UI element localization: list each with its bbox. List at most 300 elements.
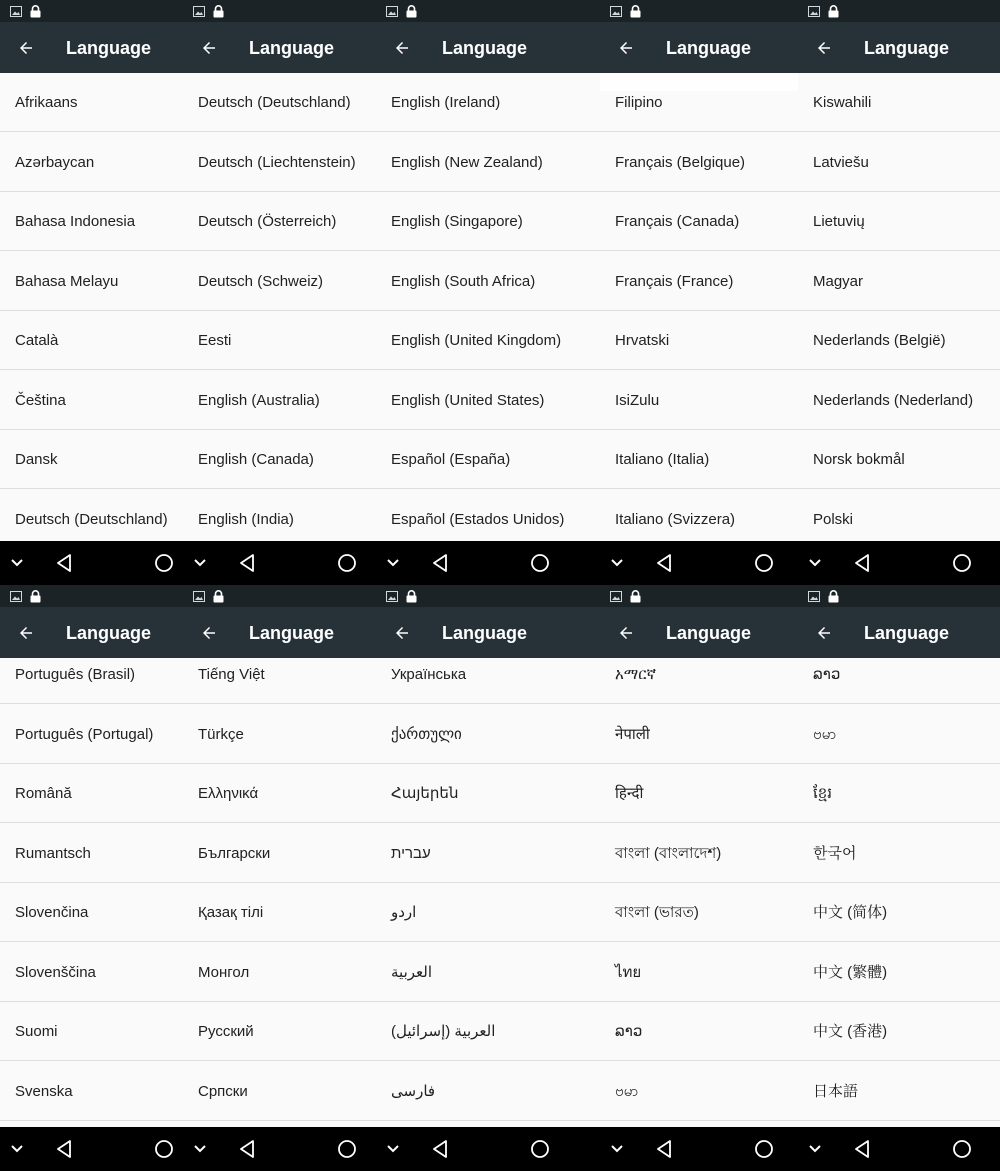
- language-list[interactable]: [183, 73, 376, 541]
- app-bar: [600, 22, 798, 73]
- language-label: English (India): [198, 510, 294, 528]
- chevron-down-icon: [10, 558, 24, 568]
- language-list-item[interactable]: [183, 73, 376, 132]
- lock-icon: [30, 5, 41, 18]
- language-label: Română: [15, 785, 72, 802]
- arrow-back-icon: [393, 39, 411, 57]
- language-list-item[interactable]: [183, 658, 376, 704]
- triangle-back-icon: [238, 1139, 256, 1159]
- back-button[interactable]: [189, 614, 229, 652]
- chevron-down-icon: [808, 1144, 822, 1154]
- arrow-back-icon: [17, 624, 35, 642]
- language-list-item[interactable]: [798, 490, 1000, 542]
- language-label: Čeština: [15, 391, 66, 409]
- language-label: Français (Canada): [615, 213, 740, 230]
- language-list-item[interactable]: [0, 252, 183, 311]
- page-title: Language: [442, 623, 528, 643]
- back-button[interactable]: [6, 29, 46, 67]
- picture-icon: [610, 591, 622, 602]
- language-list-item[interactable]: [600, 764, 798, 823]
- language-list-item[interactable]: [600, 430, 798, 489]
- chevron-down-icon: [808, 558, 822, 568]
- language-list-item[interactable]: [376, 883, 600, 942]
- language-label: Български: [198, 844, 271, 862]
- triangle-back-icon: [431, 1139, 449, 1159]
- circle-home-icon: [530, 553, 550, 573]
- nav-home-button[interactable]: [335, 1127, 359, 1171]
- hide-keyboard-button[interactable]: [803, 541, 827, 585]
- language-list-item[interactable]: [0, 1062, 183, 1121]
- arrow-back-icon: [815, 39, 833, 57]
- chevron-down-icon: [386, 558, 400, 568]
- language-list-item[interactable]: [600, 252, 798, 311]
- language-list-item[interactable]: [376, 943, 600, 1002]
- hide-keyboard-button[interactable]: [381, 1127, 405, 1171]
- language-label: Eesti: [198, 332, 232, 349]
- nav-back-button[interactable]: [652, 1127, 676, 1171]
- language-label: Монгол: [198, 963, 250, 981]
- hide-keyboard-button[interactable]: [605, 541, 629, 585]
- language-list-item[interactable]: [376, 705, 600, 764]
- navigation-bar: [183, 541, 376, 585]
- chevron-down-icon: [610, 558, 624, 568]
- language-list-item[interactable]: [798, 371, 1000, 430]
- arrow-back-icon: [815, 624, 833, 642]
- language-label: Deutsch (Liechtenstein): [198, 153, 356, 171]
- language-list[interactable]: [600, 658, 798, 1127]
- language-label: Norsk bokmål: [813, 451, 905, 468]
- language-label: 中文 (香港): [813, 1023, 888, 1040]
- language-label: Polski: [813, 510, 854, 528]
- lock-icon: [630, 5, 641, 18]
- language-list-item[interactable]: [183, 252, 376, 311]
- language-label: English (United Kingdom): [391, 332, 562, 349]
- language-list-item[interactable]: [798, 1062, 1000, 1121]
- language-list-item[interactable]: [376, 73, 600, 132]
- language-label: ລາວ: [813, 666, 841, 683]
- language-list-item[interactable]: [600, 658, 798, 704]
- language-label: नेपाली: [615, 725, 650, 743]
- language-list-item[interactable]: [376, 252, 600, 311]
- status-bar: [0, 585, 183, 607]
- language-label: Italiano (Svizzera): [615, 510, 736, 528]
- language-list-item[interactable]: [0, 430, 183, 489]
- back-button[interactable]: [189, 29, 229, 67]
- language-list-item[interactable]: [376, 824, 600, 883]
- language-list-item[interactable]: [0, 824, 183, 883]
- language-screen-10: [798, 585, 1000, 1171]
- nav-home-button[interactable]: [335, 541, 359, 585]
- status-bar: [798, 585, 1000, 607]
- nav-back-button[interactable]: [52, 541, 76, 585]
- language-label: Bahasa Indonesia: [15, 213, 136, 230]
- language-label: English (United States): [391, 391, 545, 409]
- language-label: עברית: [391, 844, 431, 862]
- navigation-bar: [376, 541, 600, 585]
- language-list-item[interactable]: [183, 133, 376, 192]
- nav-home-button[interactable]: [528, 1127, 552, 1171]
- language-label: Українська: [391, 666, 467, 683]
- circle-home-icon: [754, 553, 774, 573]
- language-list-item[interactable]: [183, 311, 376, 370]
- language-label: Español (España): [391, 451, 511, 468]
- language-label: Español (Estados Unidos): [391, 510, 565, 528]
- hide-keyboard-button[interactable]: [5, 1127, 29, 1171]
- nav-home-button[interactable]: [950, 541, 974, 585]
- language-list-item[interactable]: [376, 430, 600, 489]
- back-button[interactable]: [382, 29, 422, 67]
- arrow-back-icon: [200, 39, 218, 57]
- picture-icon: [808, 6, 820, 17]
- language-list-item[interactable]: [0, 1002, 183, 1061]
- language-list-item[interactable]: [600, 490, 798, 542]
- language-list-item[interactable]: [600, 371, 798, 430]
- nav-back-button[interactable]: [52, 1127, 76, 1171]
- language-list-item[interactable]: [0, 311, 183, 370]
- language-label: Bahasa Melayu: [15, 272, 119, 290]
- language-label: English (New Zealand): [391, 153, 543, 171]
- language-label: Русский: [198, 1023, 254, 1040]
- language-list-item[interactable]: [376, 192, 600, 251]
- picture-icon: [193, 6, 205, 17]
- back-button[interactable]: [606, 29, 646, 67]
- language-label: Français (Belgique): [615, 153, 746, 171]
- language-list-item[interactable]: [183, 430, 376, 489]
- language-label: Deutsch (Deutschland): [198, 94, 351, 111]
- page-title: Language: [66, 38, 152, 58]
- app-bar: [183, 22, 376, 73]
- chevron-down-icon: [610, 1144, 624, 1154]
- lock-icon: [630, 590, 641, 603]
- language-list-item[interactable]: [600, 192, 798, 251]
- language-list-item[interactable]: [376, 1062, 600, 1121]
- language-list[interactable]: [376, 73, 600, 541]
- hide-keyboard-button[interactable]: [5, 541, 29, 585]
- triangle-back-icon: [431, 553, 449, 573]
- language-label: বাংলা (ভারত): [615, 904, 699, 921]
- app-bar: [376, 607, 600, 658]
- navigation-bar: [0, 541, 183, 585]
- language-list-item[interactable]: [0, 658, 183, 704]
- status-bar: [600, 585, 798, 607]
- language-list[interactable]: [798, 658, 1000, 1127]
- page-title: Language: [249, 38, 335, 58]
- nav-back-button[interactable]: [850, 1127, 874, 1171]
- language-label: Hrvatski: [615, 332, 670, 349]
- nav-home-button[interactable]: [950, 1127, 974, 1171]
- language-label: Հայերեն: [391, 785, 459, 802]
- language-list[interactable]: [798, 73, 1000, 541]
- language-list-item[interactable]: [600, 883, 798, 942]
- circle-home-icon: [754, 1139, 774, 1159]
- circle-home-icon: [154, 553, 174, 573]
- arrow-back-icon: [617, 624, 635, 642]
- language-label: Nederlands (België): [813, 332, 946, 349]
- page-title: Language: [66, 623, 152, 643]
- language-list-item[interactable]: [0, 764, 183, 823]
- language-list-item[interactable]: [0, 192, 183, 251]
- language-label: Azərbaycan: [15, 153, 95, 171]
- language-list-item[interactable]: [0, 943, 183, 1002]
- language-label: العربية: [391, 963, 432, 981]
- nav-back-button[interactable]: [850, 541, 874, 585]
- navigation-bar: [376, 1127, 600, 1171]
- language-label: Afrikaans: [15, 94, 78, 111]
- language-label: Latviešu: [813, 153, 869, 171]
- nav-home-button[interactable]: [152, 541, 176, 585]
- language-label: Suomi: [15, 1023, 58, 1040]
- circle-home-icon: [337, 553, 357, 573]
- lock-icon: [828, 590, 839, 603]
- language-label: Slovenščina: [15, 963, 96, 981]
- language-list-item[interactable]: [183, 943, 376, 1002]
- back-button[interactable]: [804, 29, 844, 67]
- language-label: Filipino: [615, 94, 663, 111]
- triangle-back-icon: [655, 1139, 673, 1159]
- triangle-back-icon: [55, 1139, 73, 1159]
- page-title: Language: [666, 623, 752, 643]
- app-bar: [798, 607, 1000, 658]
- lock-icon: [213, 590, 224, 603]
- language-label: ဗမာ: [615, 1082, 639, 1100]
- language-screen-9: [600, 585, 798, 1171]
- language-list-item[interactable]: [183, 824, 376, 883]
- language-label: Svenska: [15, 1082, 73, 1100]
- language-label: English (South Africa): [391, 272, 536, 290]
- language-list-item[interactable]: [376, 133, 600, 192]
- page-title: Language: [249, 623, 335, 643]
- navigation-bar: [183, 1127, 376, 1171]
- language-label: Português (Portugal): [15, 725, 154, 743]
- lock-icon: [406, 590, 417, 603]
- app-bar: [183, 607, 376, 658]
- back-button[interactable]: [6, 614, 46, 652]
- page-title: Language: [666, 38, 752, 58]
- circle-home-icon: [154, 1139, 174, 1159]
- language-label: ខ្មែរ: [813, 785, 833, 802]
- status-bar: [183, 585, 376, 607]
- language-label: English (Australia): [198, 391, 320, 409]
- app-bar: [798, 22, 1000, 73]
- language-list-item[interactable]: [0, 133, 183, 192]
- chevron-down-icon: [193, 1144, 207, 1154]
- nav-home-button[interactable]: [752, 1127, 776, 1171]
- picture-icon: [386, 591, 398, 602]
- language-screen-2: [183, 0, 376, 585]
- hide-keyboard-button[interactable]: [381, 541, 405, 585]
- nav-back-button[interactable]: [428, 541, 452, 585]
- language-screen-5: [798, 0, 1000, 585]
- language-list-item[interactable]: [183, 192, 376, 251]
- language-list[interactable]: [183, 658, 376, 1127]
- language-screen-4: [600, 0, 798, 585]
- language-label: Lietuvių: [813, 213, 865, 230]
- language-label: Türkçe: [198, 725, 244, 743]
- language-list-item[interactable]: [798, 192, 1000, 251]
- navigation-bar: [798, 1127, 1000, 1171]
- language-label: ဗမာ: [813, 725, 837, 743]
- nav-home-button[interactable]: [528, 541, 552, 585]
- language-label: Deutsch (Schweiz): [198, 272, 324, 290]
- language-screen-6: [0, 585, 183, 1171]
- circle-home-icon: [337, 1139, 357, 1159]
- language-label: فارسی: [391, 1082, 436, 1100]
- nav-back-button[interactable]: [428, 1127, 452, 1171]
- language-list[interactable]: [0, 73, 183, 541]
- lock-icon: [406, 5, 417, 18]
- language-list-item[interactable]: [183, 764, 376, 823]
- nav-home-button[interactable]: [152, 1127, 176, 1171]
- navigation-bar: [600, 1127, 798, 1171]
- language-list-item[interactable]: [183, 883, 376, 942]
- status-bar: [798, 0, 1000, 22]
- language-label: Српски: [198, 1082, 248, 1100]
- language-list-item[interactable]: [0, 73, 183, 132]
- lock-icon: [828, 5, 839, 18]
- language-list-item[interactable]: [798, 824, 1000, 883]
- page-title: Language: [864, 623, 950, 643]
- language-list-item[interactable]: [600, 824, 798, 883]
- language-label: 中文 (繁體): [813, 963, 888, 981]
- triangle-back-icon: [238, 553, 256, 573]
- lock-icon: [30, 590, 41, 603]
- nav-home-button[interactable]: [752, 541, 776, 585]
- language-list-item[interactable]: [798, 430, 1000, 489]
- triangle-back-icon: [655, 553, 673, 573]
- language-list-item[interactable]: [0, 883, 183, 942]
- language-list-item[interactable]: [600, 311, 798, 370]
- page-title: Language: [442, 38, 528, 58]
- language-list-item[interactable]: [376, 371, 600, 430]
- page-title: Language: [864, 38, 950, 58]
- status-bar: [0, 0, 183, 22]
- language-label: ລາວ: [615, 1023, 643, 1040]
- language-screen-8: [376, 585, 600, 1171]
- language-list-item[interactable]: [600, 1002, 798, 1061]
- back-button[interactable]: [606, 614, 646, 652]
- language-list-item[interactable]: [183, 1002, 376, 1061]
- picture-icon: [808, 591, 820, 602]
- language-label: ไทย: [615, 963, 642, 981]
- language-list-item[interactable]: [183, 1062, 376, 1121]
- language-list-item[interactable]: [376, 490, 600, 542]
- language-label: বাংলা (বাংলাদেশ): [615, 844, 722, 862]
- language-label: Tiếng Việt: [198, 666, 265, 683]
- language-list-item[interactable]: [798, 311, 1000, 370]
- language-list-item[interactable]: [798, 705, 1000, 764]
- language-label: Deutsch (Deutschland): [15, 510, 168, 528]
- navigation-bar: [0, 1127, 183, 1171]
- app-bar: [0, 22, 183, 73]
- language-list-item[interactable]: [376, 311, 600, 370]
- picture-icon: [610, 6, 622, 17]
- language-list-item[interactable]: [0, 705, 183, 764]
- hide-keyboard-button[interactable]: [188, 541, 212, 585]
- language-label: አማርኛ: [615, 666, 657, 683]
- circle-home-icon: [530, 1139, 550, 1159]
- hide-keyboard-button[interactable]: [605, 1127, 629, 1171]
- language-label: IsiZulu: [615, 391, 660, 409]
- language-list-item[interactable]: [600, 705, 798, 764]
- picture-icon: [10, 6, 22, 17]
- language-list-item[interactable]: [600, 133, 798, 192]
- chevron-down-icon: [10, 1144, 24, 1154]
- language-label: 日本語: [813, 1082, 859, 1100]
- language-label: English (Singapore): [391, 213, 523, 230]
- language-label: हिन्दी: [615, 785, 644, 802]
- status-bar: [183, 0, 376, 22]
- language-list[interactable]: [376, 658, 600, 1127]
- language-label: Italiano (Italia): [615, 451, 710, 468]
- hide-keyboard-button[interactable]: [803, 1127, 827, 1171]
- nav-back-button[interactable]: [652, 541, 676, 585]
- circle-home-icon: [952, 553, 972, 573]
- language-list-item[interactable]: [183, 490, 376, 542]
- chevron-down-icon: [193, 558, 207, 568]
- back-button[interactable]: [382, 614, 422, 652]
- language-list[interactable]: [600, 73, 798, 541]
- picture-icon: [193, 591, 205, 602]
- language-label: Magyar: [813, 272, 864, 290]
- language-label: Қазақ тілі: [198, 904, 264, 921]
- language-list-item[interactable]: [0, 371, 183, 430]
- triangle-back-icon: [853, 1139, 871, 1159]
- nav-back-button[interactable]: [235, 541, 259, 585]
- language-list-item[interactable]: [798, 764, 1000, 823]
- chevron-down-icon: [386, 1144, 400, 1154]
- language-list-item[interactable]: [183, 705, 376, 764]
- language-label: Deutsch (Österreich): [198, 213, 337, 230]
- language-list[interactable]: [0, 658, 183, 1127]
- app-bar: [600, 607, 798, 658]
- navigation-bar: [798, 541, 1000, 585]
- language-label: 한국어: [813, 844, 857, 862]
- back-button[interactable]: [804, 614, 844, 652]
- language-label: English (Canada): [198, 451, 314, 468]
- language-list-item[interactable]: [798, 883, 1000, 942]
- language-list-item[interactable]: [798, 658, 1000, 704]
- language-list-item[interactable]: [183, 371, 376, 430]
- language-list-item[interactable]: [376, 658, 600, 704]
- status-bar: [376, 0, 600, 22]
- language-list-item[interactable]: [600, 943, 798, 1002]
- language-list-item[interactable]: [600, 1062, 798, 1121]
- app-bar: [0, 607, 183, 658]
- language-label: Português (Brasil): [15, 666, 136, 683]
- language-screen-1: [0, 0, 183, 585]
- language-list-item[interactable]: [798, 1002, 1000, 1061]
- language-list-item[interactable]: [376, 1002, 600, 1061]
- language-list-item[interactable]: [798, 133, 1000, 192]
- nav-back-button[interactable]: [235, 1127, 259, 1171]
- language-label: Slovenčina: [15, 904, 89, 921]
- language-label: Ελληνικά: [198, 785, 259, 802]
- status-bar: [600, 0, 798, 22]
- language-label: English (Ireland): [391, 94, 501, 111]
- language-screen-7: [183, 585, 376, 1171]
- app-bar: [376, 22, 600, 73]
- language-list-item[interactable]: [376, 764, 600, 823]
- status-bar: [376, 585, 600, 607]
- language-label: Rumantsch: [15, 844, 91, 862]
- language-list-item[interactable]: [798, 73, 1000, 132]
- language-label: Français (France): [615, 272, 734, 290]
- arrow-back-icon: [200, 624, 218, 642]
- language-list-item[interactable]: [798, 252, 1000, 311]
- language-list-item[interactable]: [798, 943, 1000, 1002]
- hide-keyboard-button[interactable]: [188, 1127, 212, 1171]
- language-list-item[interactable]: [0, 490, 183, 542]
